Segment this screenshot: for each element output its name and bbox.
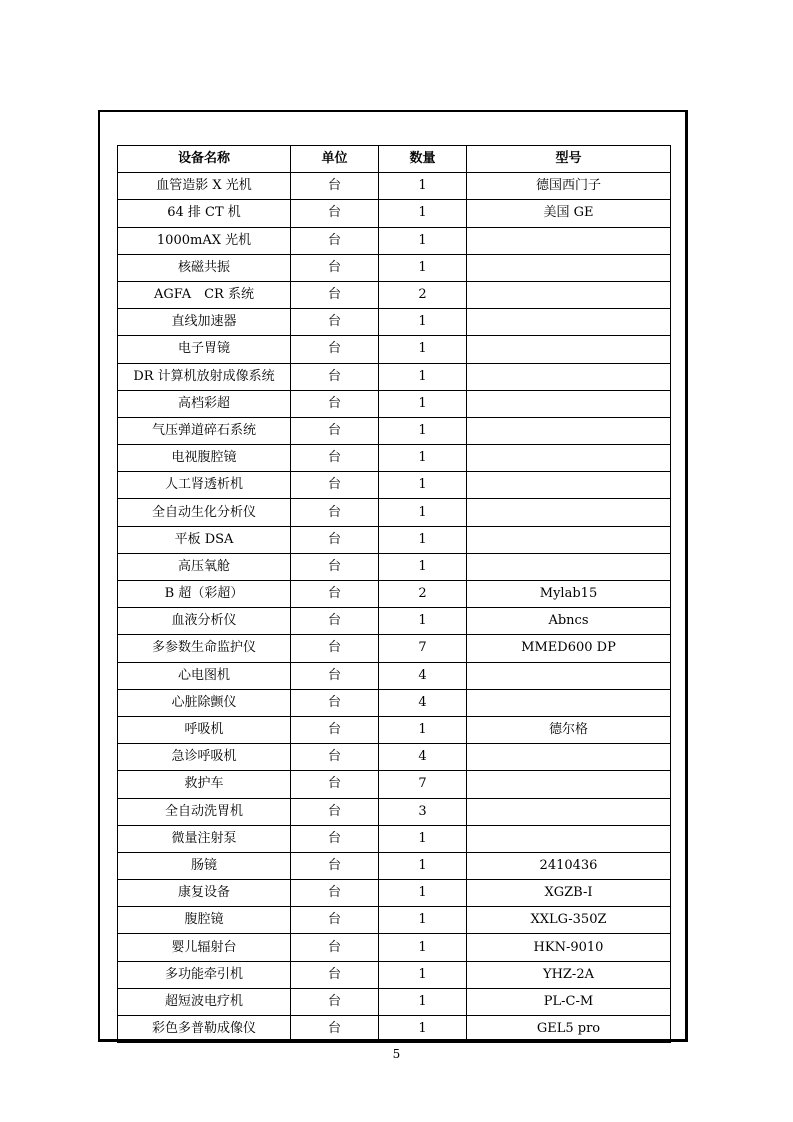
cell-unit: 台 <box>291 880 379 907</box>
cell-quantity: 4 <box>379 689 467 716</box>
cell-model: XGZB-I <box>467 880 671 907</box>
table-row <box>118 961 671 988</box>
cell-equipment-name: 人工肾透析机 <box>118 472 291 499</box>
cell-model <box>467 744 671 771</box>
cell-unit: 台 <box>291 988 379 1015</box>
cell-unit: 台 <box>291 771 379 798</box>
table-row <box>118 716 671 743</box>
cell-unit: 台 <box>291 200 379 227</box>
table-header-row <box>118 146 671 173</box>
cell-equipment-name: 呼吸机 <box>118 716 291 743</box>
header-quantity: 数量 <box>379 146 467 173</box>
cell-equipment-name: 心电图机 <box>118 662 291 689</box>
cell-unit: 台 <box>291 961 379 988</box>
table-row <box>118 825 671 852</box>
cell-unit: 台 <box>291 336 379 363</box>
cell-quantity: 1 <box>379 363 467 390</box>
cell-unit: 台 <box>291 553 379 580</box>
cell-quantity: 1 <box>379 472 467 499</box>
table-row <box>118 880 671 907</box>
table-row <box>118 445 671 472</box>
cell-equipment-name: 多参数生命监护仪 <box>118 635 291 662</box>
cell-unit: 台 <box>291 417 379 444</box>
cell-equipment-name: 救护车 <box>118 771 291 798</box>
cell-unit: 台 <box>291 173 379 200</box>
cell-quantity: 1 <box>379 553 467 580</box>
cell-unit: 台 <box>291 309 379 336</box>
table-row <box>118 1016 671 1043</box>
cell-quantity: 1 <box>379 309 467 336</box>
cell-quantity: 1 <box>379 390 467 417</box>
cell-unit: 台 <box>291 689 379 716</box>
equipment-table <box>117 145 671 1043</box>
table-row <box>118 390 671 417</box>
cell-equipment-name: 婴儿辐射台 <box>118 934 291 961</box>
cell-quantity: 1 <box>379 336 467 363</box>
cell-model: HKN-9010 <box>467 934 671 961</box>
cell-model: MMED600 DP <box>467 635 671 662</box>
cell-model: PL-C-M <box>467 988 671 1015</box>
cell-unit: 台 <box>291 227 379 254</box>
cell-model: 德尔格 <box>467 716 671 743</box>
cell-quantity: 1 <box>379 880 467 907</box>
cell-equipment-name: 电子胃镜 <box>118 336 291 363</box>
cell-quantity: 1 <box>379 608 467 635</box>
table-row <box>118 798 671 825</box>
cell-quantity: 1 <box>379 825 467 852</box>
table-body <box>118 173 671 1043</box>
cell-quantity: 1 <box>379 254 467 281</box>
cell-unit: 台 <box>291 1016 379 1043</box>
cell-quantity: 1 <box>379 852 467 879</box>
table-row <box>118 553 671 580</box>
cell-equipment-name: 气压弹道碎石系统 <box>118 417 291 444</box>
cell-quantity: 4 <box>379 662 467 689</box>
cell-model: YHZ-2A <box>467 961 671 988</box>
cell-equipment-name: 核磁共振 <box>118 254 291 281</box>
table-row <box>118 907 671 934</box>
table-row <box>118 363 671 390</box>
table-row <box>118 526 671 553</box>
cell-unit: 台 <box>291 934 379 961</box>
table-row <box>118 662 671 689</box>
cell-unit: 台 <box>291 825 379 852</box>
cell-quantity: 2 <box>379 581 467 608</box>
cell-equipment-name: 心脏除颤仪 <box>118 689 291 716</box>
cell-equipment-name: 腹腔镜 <box>118 907 291 934</box>
cell-model <box>467 309 671 336</box>
cell-quantity: 1 <box>379 907 467 934</box>
cell-quantity: 1 <box>379 988 467 1015</box>
cell-quantity: 1 <box>379 417 467 444</box>
cell-unit: 台 <box>291 499 379 526</box>
cell-unit: 台 <box>291 907 379 934</box>
cell-equipment-name: 微量注射泵 <box>118 825 291 852</box>
cell-equipment-name: DR 计算机放射成像系统 <box>118 363 291 390</box>
cell-equipment-name: AGFA CR 系统 <box>118 281 291 308</box>
table-row <box>118 309 671 336</box>
cell-equipment-name: 血管造影 X 光机 <box>118 173 291 200</box>
cell-equipment-name: 康复设备 <box>118 880 291 907</box>
table-row <box>118 608 671 635</box>
cell-equipment-name: 电视腹腔镜 <box>118 445 291 472</box>
cell-quantity: 1 <box>379 961 467 988</box>
table-row <box>118 254 671 281</box>
cell-model <box>467 689 671 716</box>
cell-quantity: 1 <box>379 200 467 227</box>
cell-model <box>467 390 671 417</box>
cell-unit: 台 <box>291 581 379 608</box>
cell-equipment-name: 全自动洗胃机 <box>118 798 291 825</box>
cell-unit: 台 <box>291 445 379 472</box>
cell-equipment-name: 64 排 CT 机 <box>118 200 291 227</box>
cell-unit: 台 <box>291 472 379 499</box>
cell-quantity: 4 <box>379 744 467 771</box>
cell-equipment-name: 高压氧舱 <box>118 553 291 580</box>
table-row <box>118 472 671 499</box>
cell-unit: 台 <box>291 608 379 635</box>
cell-model <box>467 553 671 580</box>
table-row <box>118 227 671 254</box>
cell-equipment-name: 血液分析仪 <box>118 608 291 635</box>
cell-model: GEL5 pro <box>467 1016 671 1043</box>
cell-equipment-name: 直线加速器 <box>118 309 291 336</box>
cell-model <box>467 445 671 472</box>
cell-model: 德国西门子 <box>467 173 671 200</box>
cell-model <box>467 254 671 281</box>
cell-quantity: 1 <box>379 716 467 743</box>
cell-model <box>467 662 671 689</box>
header-equipment-name: 设备名称 <box>118 146 291 173</box>
header-unit: 单位 <box>291 146 379 173</box>
table-row <box>118 744 671 771</box>
page-number: 5 <box>392 1047 401 1061</box>
cell-model <box>467 526 671 553</box>
cell-unit: 台 <box>291 852 379 879</box>
cell-model <box>467 499 671 526</box>
cell-model <box>467 417 671 444</box>
cell-unit: 台 <box>291 254 379 281</box>
table-row <box>118 934 671 961</box>
cell-model <box>467 227 671 254</box>
cell-unit: 台 <box>291 716 379 743</box>
cell-equipment-name: 肠镜 <box>118 852 291 879</box>
cell-model <box>467 363 671 390</box>
cell-quantity: 1 <box>379 1016 467 1043</box>
table-row <box>118 173 671 200</box>
cell-model <box>467 472 671 499</box>
table-row <box>118 988 671 1015</box>
cell-equipment-name: B 超（彩超） <box>118 581 291 608</box>
cell-model <box>467 798 671 825</box>
header-model: 型号 <box>467 146 671 173</box>
cell-quantity: 1 <box>379 445 467 472</box>
cell-quantity: 1 <box>379 499 467 526</box>
cell-quantity: 7 <box>379 635 467 662</box>
cell-quantity: 7 <box>379 771 467 798</box>
table-row <box>118 581 671 608</box>
table-row <box>118 417 671 444</box>
table-row <box>118 200 671 227</box>
cell-model <box>467 825 671 852</box>
cell-model: Abncs <box>467 608 671 635</box>
cell-quantity: 2 <box>379 281 467 308</box>
table-row <box>118 852 671 879</box>
table-row <box>118 281 671 308</box>
cell-unit: 台 <box>291 526 379 553</box>
cell-equipment-name: 急诊呼吸机 <box>118 744 291 771</box>
cell-model <box>467 336 671 363</box>
cell-model <box>467 771 671 798</box>
cell-unit: 台 <box>291 363 379 390</box>
cell-unit: 台 <box>291 744 379 771</box>
cell-quantity: 1 <box>379 227 467 254</box>
cell-equipment-name: 高档彩超 <box>118 390 291 417</box>
table-row <box>118 771 671 798</box>
table-row <box>118 635 671 662</box>
cell-equipment-name: 全自动生化分析仪 <box>118 499 291 526</box>
cell-equipment-name: 平板 DSA <box>118 526 291 553</box>
cell-model: Mylab15 <box>467 581 671 608</box>
cell-quantity: 1 <box>379 173 467 200</box>
cell-equipment-name: 1000mAX 光机 <box>118 227 291 254</box>
cell-unit: 台 <box>291 798 379 825</box>
cell-unit: 台 <box>291 281 379 308</box>
cell-quantity: 1 <box>379 934 467 961</box>
table-row <box>118 336 671 363</box>
cell-equipment-name: 彩色多普勒成像仪 <box>118 1016 291 1043</box>
cell-quantity: 3 <box>379 798 467 825</box>
cell-model: 2410436 <box>467 852 671 879</box>
cell-unit: 台 <box>291 390 379 417</box>
cell-model: XXLG-350Z <box>467 907 671 934</box>
cell-unit: 台 <box>291 635 379 662</box>
cell-unit: 台 <box>291 662 379 689</box>
cell-quantity: 1 <box>379 526 467 553</box>
cell-equipment-name: 超短波电疗机 <box>118 988 291 1015</box>
table-row <box>118 689 671 716</box>
cell-model: 美国 GE <box>467 200 671 227</box>
cell-equipment-name: 多功能牵引机 <box>118 961 291 988</box>
cell-model <box>467 281 671 308</box>
table-row <box>118 499 671 526</box>
